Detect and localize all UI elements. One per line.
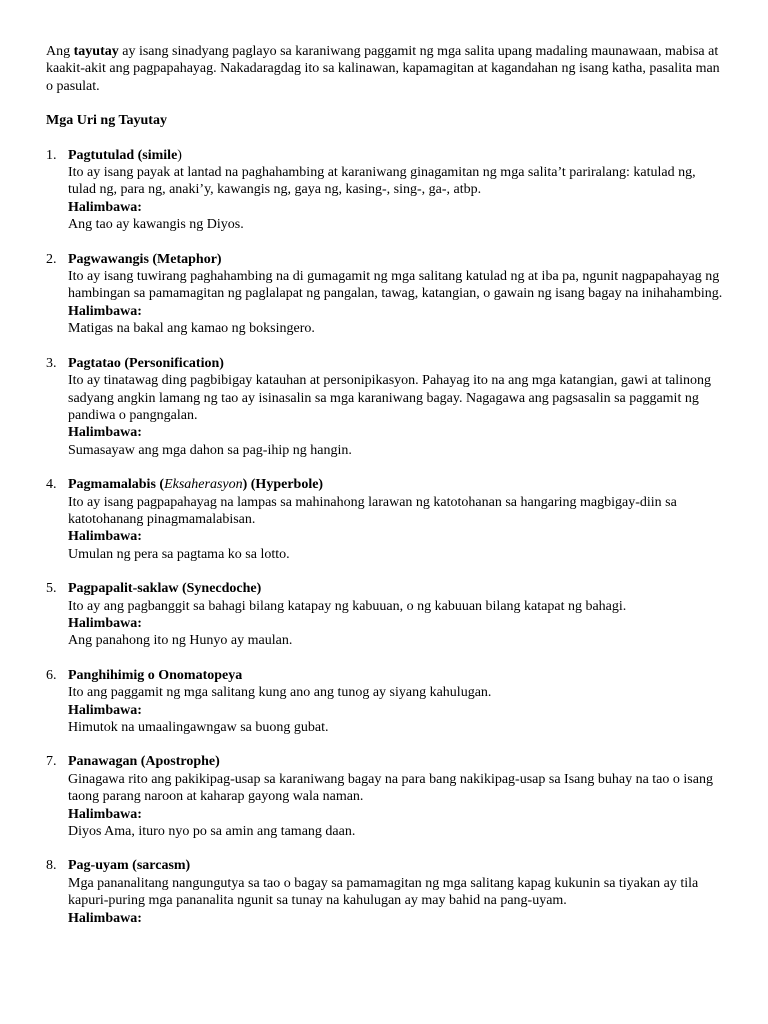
list-item-panghihimig xyxy=(46,667,726,737)
item-number: 6. xyxy=(46,667,57,683)
list-item-pagwawangis xyxy=(46,251,726,338)
list-item-pagmamalabis xyxy=(46,476,726,563)
example-text: Matigas na bakal ang kamao ng boksingero. xyxy=(68,321,315,337)
example-label: Halimbawa: xyxy=(68,303,142,319)
example-label: Halimbawa: xyxy=(68,199,142,215)
item-number: 3. xyxy=(46,355,57,371)
example-text: Ang panahong ito ng Hunyo ay maulan. xyxy=(68,633,293,649)
item-description: Ginagawa rito ang pakikipag-usap sa karaniwang bagay na para bang nakikipag-usap sa Isang buhay na tao o isang taong parang naroon at kaharap gayong wala naman. xyxy=(68,771,713,805)
item-title: Pagtutulad (simile) xyxy=(68,147,182,163)
example-label: Halimbawa: xyxy=(68,806,142,822)
item-number: 1. xyxy=(46,147,57,163)
item-description: Ito ay isang payak at lantad na paghahambing at karaniwang ginagamitan ng mga salita’t pariralang: katulad ng, tulad ng, para ng, anaki’y, kawangis ng, gaya ng, kasing-, sing-, ga-, atbp. xyxy=(68,165,696,198)
example-label: Halimbawa: xyxy=(68,425,142,441)
example-text: Ang tao ay kawangis ng Diyos. xyxy=(68,217,244,233)
example-label: Halimbawa: xyxy=(68,615,142,631)
example-label: Halimbawa: xyxy=(68,910,142,926)
intro-paragraph xyxy=(46,43,726,95)
list-item-pagpapalit-saklaw xyxy=(46,580,726,650)
example-text: Himutok na umaalingawngaw sa buong gubat. xyxy=(68,720,329,735)
list-item-panawagan xyxy=(46,753,726,840)
section-title: Mga Uri ng Tayutay xyxy=(46,113,167,129)
example-text: Diyos Ama, ituro nyo po sa amin ang tamang daan. xyxy=(68,824,356,840)
example-label: Halimbawa: xyxy=(68,702,142,718)
example-text: Umulan ng pera sa pagtama ko sa lotto. xyxy=(68,546,290,562)
item-title: Panawagan (Apostrophe) xyxy=(68,754,220,770)
item-title: Pagwawangis (Metaphor) xyxy=(68,251,222,267)
item-title: Panghihimig o Onomatopeya xyxy=(68,667,243,683)
item-description: Ito ay isang pagpapahayag na lampas sa mahinahong larawan ng katotohanan sa hangaring magbigay-diin sa katotohanang pinagmamalabisan. xyxy=(68,494,677,527)
item-description: Mga pananalitang nangungutya sa tao o bagay sa pamamagitan ng mga salitang kapag kukunin sa tiyakan ay tila kapuri-puring mga pananalita ngunit sa tunay na kahulugan ay may bahid na pang-uyam. xyxy=(68,875,699,909)
item-number: 7. xyxy=(46,754,57,770)
example-text: Sumasayaw ang mga dahon sa pag-ihip ng hangin. xyxy=(68,442,352,458)
item-title: Pagpapalit-saklaw (Synecdoche) xyxy=(68,581,262,597)
item-description: Ito ay tinatawag ding pagbibigay katauhan at personipikasyon. Pahayag ito na ang mga katangian, gawi at talinong sadyang angkin lamang ng tao ay isinasalin sa mga karaniwang bagay. Nagagawa ang pagsasalin sa paggamit ng pandiwa o pangngalan. xyxy=(68,373,712,423)
item-description: Ito ay isang tuwirang paghahambing na di gumagamit ng mga salitang katulad ng at iba pa, ngunit nagpapahayag ng hambingan sa pamamagitan ng paglalapat ng pangalan, tawag, katangian, o gawain ng isang bagay na inihahambing. xyxy=(68,269,723,302)
list-item-pag-uyam xyxy=(46,857,726,927)
intro-lead: Ang xyxy=(46,44,74,59)
item-number: 8. xyxy=(46,858,57,874)
item-number: 5. xyxy=(46,581,57,597)
item-description: Ito ang paggamit ng mga salitang kung ano ang tunog ay siyang kahulugan. xyxy=(68,685,492,701)
item-number: 2. xyxy=(46,251,57,267)
list-item-pagtutulad xyxy=(46,147,726,234)
item-number: 4. xyxy=(46,477,57,493)
intro-rest: ay isang sinadyang paglayo sa karaniwang paggamit ng mga salita upang madaling maunawaan, mabisa at kaakit-akit ang pagpapahayag. Nakadaragdag ito sa kalinawan, kapamagitan at kagandahan ng isang katha, pasalita man o pasulat. xyxy=(46,44,720,94)
item-title: Pag-uyam (sarcasm) xyxy=(68,858,191,874)
item-title: Pagtatao (Personification) xyxy=(68,355,224,371)
list-item-pagtatao xyxy=(46,355,726,459)
example-label: Halimbawa: xyxy=(68,529,142,545)
intro-term: tayutay xyxy=(73,44,119,59)
item-title: Pagmamalabis (Eksaherasyon) (Hyperbole) xyxy=(68,477,324,493)
figures-of-speech-list xyxy=(46,147,726,927)
item-description: Ito ay ang pagbanggit sa bahagi bilang katapay ng kabuuan, o ng kabuuan bilang katapat ng bahagi. xyxy=(68,598,627,614)
